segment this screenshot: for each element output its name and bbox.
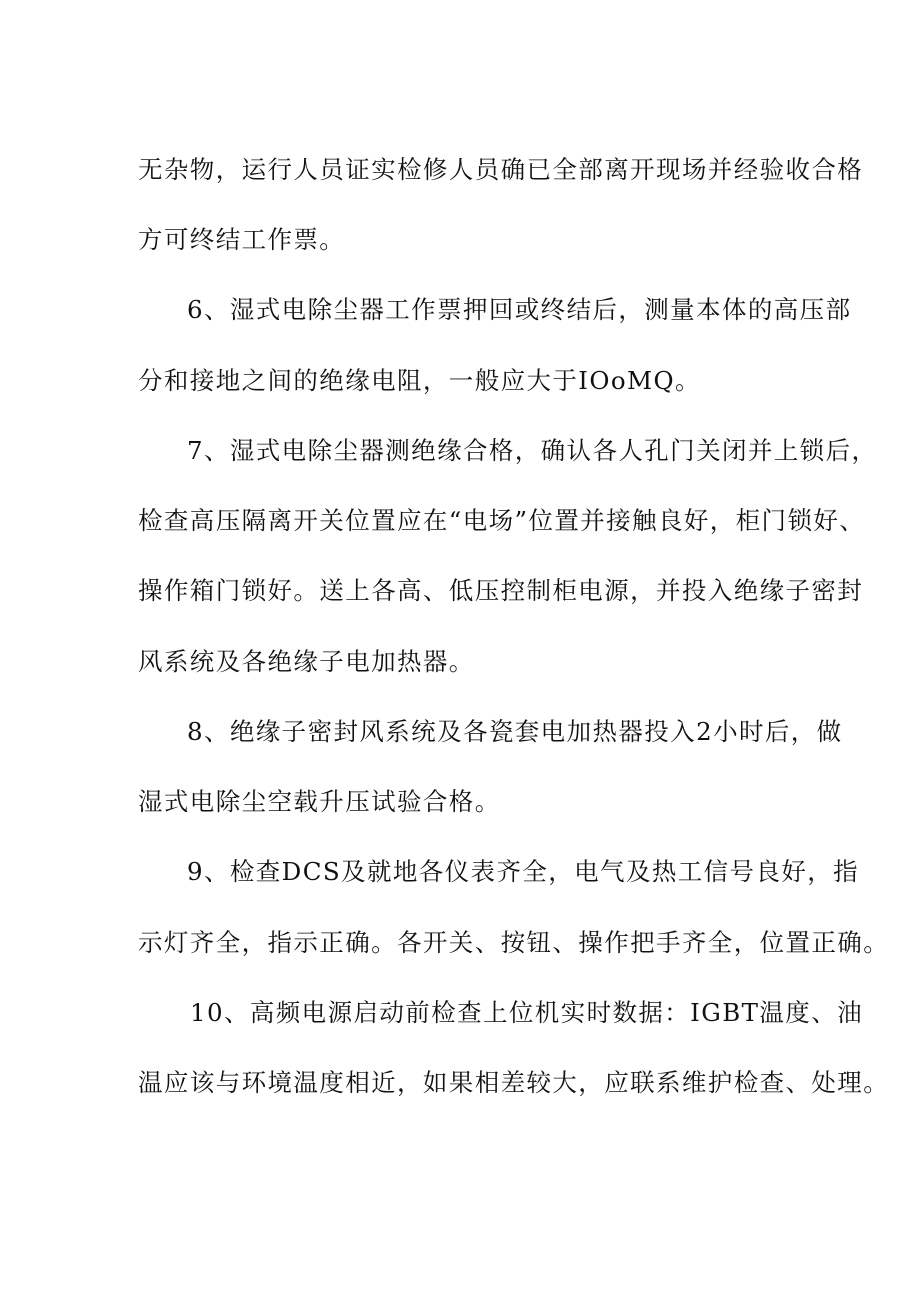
text-line: 风系统及各绝缘子电加热器。 xyxy=(138,647,475,676)
paragraph-7-start: 7、湿式电除尘器测绝缘合格，确认各人孔门关闭并上锁后， xyxy=(187,436,878,465)
text-line: 无杂物，运行人员证实检修人员确已全部离开现场并经验收合格 xyxy=(138,155,864,184)
text-line: 分和接地之间的绝缘电阻，一般应大于IOoMQ。 xyxy=(138,366,701,395)
paragraph-10-start: 10、高频电源启动前检查上位机实时数据：IGBT温度、油 xyxy=(190,998,863,1027)
text-line: 方可终结工作票。 xyxy=(138,225,346,254)
paragraph-9-start: 9、检查DCS及就地各仪表齐全，电气及热工信号良好，指 xyxy=(187,857,860,886)
text-line: 示灯齐全，指示正确。各开关、按钮、操作把手齐全，位置正确。 xyxy=(138,928,890,957)
text-line: 检查高压隔离开关位置应在“电场”位置并接触良好，柜门锁好、 xyxy=(138,506,866,535)
text-line: 湿式电除尘空载升压试验合格。 xyxy=(138,787,501,816)
paragraph-8-start: 8、绝缘子密封风系统及各瓷套电加热器投入2小时后，做 xyxy=(187,717,843,746)
text-line: 温应该与环境温度相近，如果相差较大，应联系维护检查、处理。 xyxy=(138,1068,890,1097)
text-line: 操作箱门锁好。送上各高、低压控制柜电源，并投入绝缘子密封 xyxy=(138,576,864,605)
paragraph-6-start: 6、湿式电除尘器工作票押回或终结后，测量本体的高压部 xyxy=(187,295,852,324)
